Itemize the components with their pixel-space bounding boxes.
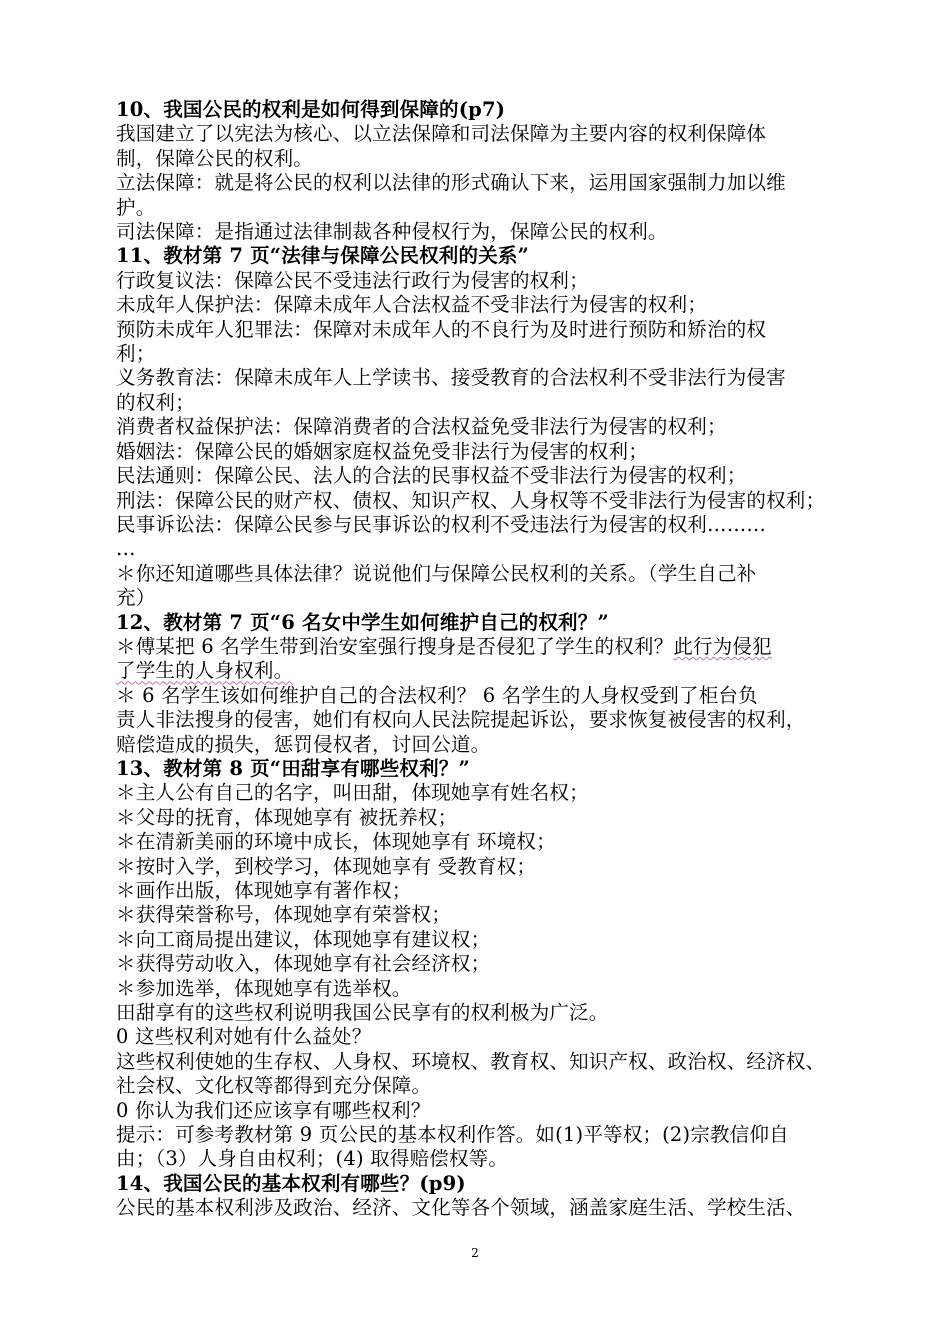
line-text: 田甜享有的这些权利说明我国公民享有的权利极为广泛。	[116, 1001, 609, 1025]
line-text: 司法保障：是指通过法律制裁各种侵权行为，保障公民的权利。	[116, 220, 668, 244]
text-line	[116, 806, 872, 830]
text-line	[116, 1025, 872, 1049]
text-line	[116, 1001, 872, 1025]
line-text: 消费者权益保护法：保障消费者的合法权益免受非法行为侵害的权利；	[116, 415, 727, 439]
text-line	[116, 1147, 872, 1171]
line-text: 13、教材第 8 页“田甜享有哪些权利？”	[116, 756, 470, 780]
line-text: ＊你还知道哪些具体法律？说说他们与保障公民权利的关系。（学生自己补	[116, 561, 757, 585]
text-line	[116, 1074, 872, 1098]
line-text: ＊向工商局提出建议，体现她享有建议权；	[116, 927, 491, 951]
text-line	[116, 781, 872, 805]
line-text: 制，保障公民的权利。	[116, 146, 314, 170]
line-text: 民事诉讼法：保障公民参与民事诉讼的权利不受违法行为侵害的权利………	[116, 512, 767, 536]
line-text: 10、我国公民的权利是如何得到保障的(p7)	[116, 98, 506, 121]
text-line	[116, 733, 872, 757]
text-line	[116, 196, 872, 220]
line-text: 婚姻法：保障公民的婚姻家庭权益免受非法行为侵害的权利；	[116, 439, 648, 463]
line-text: 民法通则：保障公民、法人的合法的民事权益不受非法行为侵害的权利；	[116, 464, 747, 488]
line-text: 由；（3）人身自由权利；(4) 取得赔偿权等。	[116, 1147, 509, 1171]
text-line	[116, 830, 872, 854]
text-line	[116, 977, 872, 1001]
line-text: 行政复议法：保障公民不受违法行政行为侵害的权利；	[116, 268, 589, 292]
text-line	[116, 220, 872, 244]
line-text: 利；	[116, 342, 156, 366]
text-line	[116, 952, 872, 976]
line-text: 义务教育法：保障未成年人上学读书、接受教育的合法权利不受非法行为侵害	[116, 366, 786, 390]
line-text: ＊画作出版，体现她享有著作权；	[116, 879, 412, 902]
text-line	[116, 391, 872, 415]
line-text: 0 你认为我们还应该享有哪些权利？	[116, 1098, 431, 1122]
section-heading	[116, 611, 872, 635]
text-line	[116, 171, 872, 195]
text-line	[116, 659, 872, 683]
text-line	[116, 903, 872, 927]
line-text: 刑法：保障公民的财产权、债权、知识产权、人身权等不受非法行为侵害的权利；	[116, 488, 826, 512]
line-text: ＊按时入学，到校学习，体现她享有 受教育权；	[116, 854, 537, 878]
text-line	[116, 366, 872, 390]
text-line	[116, 708, 872, 732]
text-line	[116, 464, 872, 488]
text-line	[116, 928, 872, 952]
text-line	[116, 635, 872, 659]
section-heading	[116, 98, 872, 122]
section-heading	[116, 244, 872, 268]
text-line	[116, 342, 872, 366]
page-number: 2	[471, 1246, 479, 1260]
line-text: ＊ 6 名学生该如何维护自己的合法权利？ 6 名学生的人身权受到了柜台负	[116, 683, 758, 707]
text-line	[116, 1196, 872, 1220]
text-line	[116, 537, 872, 561]
text-line	[116, 122, 872, 146]
line-text: 0 这些权利对她有什么益处？	[116, 1025, 372, 1049]
line-text: ＊获得荣誉称号，体现她享有荣誉权；	[116, 903, 451, 927]
text-line	[116, 562, 872, 586]
line-text: 预防未成年人犯罪法：保障对未成年人的不良行为及时进行预防和矫治的权	[116, 317, 767, 341]
text-line	[116, 1099, 872, 1123]
line-text: 未成年人保护法：保障未成年人合法权益不受非法行为侵害的权利；	[116, 293, 708, 317]
line-text: 11、教材第 7 页“法律与保障公民权利的关系”	[116, 244, 530, 268]
line-text: 立法保障：就是将公民的权利以法律的形式确认下来，运用国家强制力加以维	[116, 171, 786, 195]
line-text: ＊主人公有自己的名字，叫田甜，体现她享有姓名权；	[116, 781, 589, 805]
line-text: 14、我国公民的基本权利有哪些？(p9)	[116, 1171, 466, 1195]
text-line	[116, 586, 872, 610]
text-line	[116, 513, 872, 537]
text-line	[116, 318, 872, 342]
line-text: 提示：可参考教材第 9 页公民的基本权利作答。如(1)平等权；(2)宗教信仰自	[116, 1123, 789, 1147]
line-text: ＊傅某把 6 名学生带到治安室强行搜身是否侵犯了学生的权利？	[116, 634, 674, 658]
text-line	[116, 269, 872, 293]
line-text: 责人非法搜身的侵害，她们有权向人民法院提起诉讼，要求恢复被侵害的权利，	[116, 708, 806, 732]
section-heading	[116, 1172, 872, 1196]
text-line	[116, 440, 872, 464]
underlined-answer: 此行为侵犯	[673, 634, 772, 658]
text-line	[116, 147, 872, 171]
line-text: 充）	[116, 586, 156, 610]
line-text: 的权利；	[116, 390, 195, 414]
underlined-answer: 了学生的人身权利。	[116, 659, 294, 683]
line-text: ＊父母的抚育，体现她享有 被抚养权；	[116, 805, 458, 829]
text-line	[116, 293, 872, 317]
text-line	[116, 684, 872, 708]
line-text: 公民的基本权利涉及政治、经济、文化等各个领域，涵盖家庭生活、学校生活、	[116, 1196, 806, 1220]
line-text: 这些权利使她的生存权、人身权、环境权、教育权、知识产权、政治权、经济权、	[116, 1049, 826, 1073]
text-line	[116, 489, 872, 513]
text-line	[116, 879, 872, 903]
line-text: ＊获得劳动收入，体现她享有社会经济权；	[116, 952, 491, 976]
line-text: 护。	[116, 195, 156, 219]
line-text: ＊在清新美丽的环境中成长，体现她享有 环境权；	[116, 830, 556, 854]
line-text: …	[116, 537, 136, 561]
line-text: 我国建立了以宪法为核心、以立法保障和司法保障为主要内容的权利保障体	[116, 122, 767, 146]
line-text: 赔偿造成的损失，惩罚侵权者，讨回公道。	[116, 732, 491, 756]
line-text: ＊参加选举，体现她享有选举权。	[116, 976, 412, 1000]
text-line	[116, 855, 872, 879]
text-line	[116, 415, 872, 439]
text-line	[116, 1123, 872, 1147]
line-text: 社会权、文化权等都得到充分保障。	[116, 1074, 432, 1098]
line-text: 12、教材第 7 页“6 名女中学生如何维护自己的权利？”	[116, 610, 609, 634]
text-line	[116, 1050, 872, 1074]
section-heading	[116, 757, 872, 781]
document-body	[116, 98, 872, 1221]
